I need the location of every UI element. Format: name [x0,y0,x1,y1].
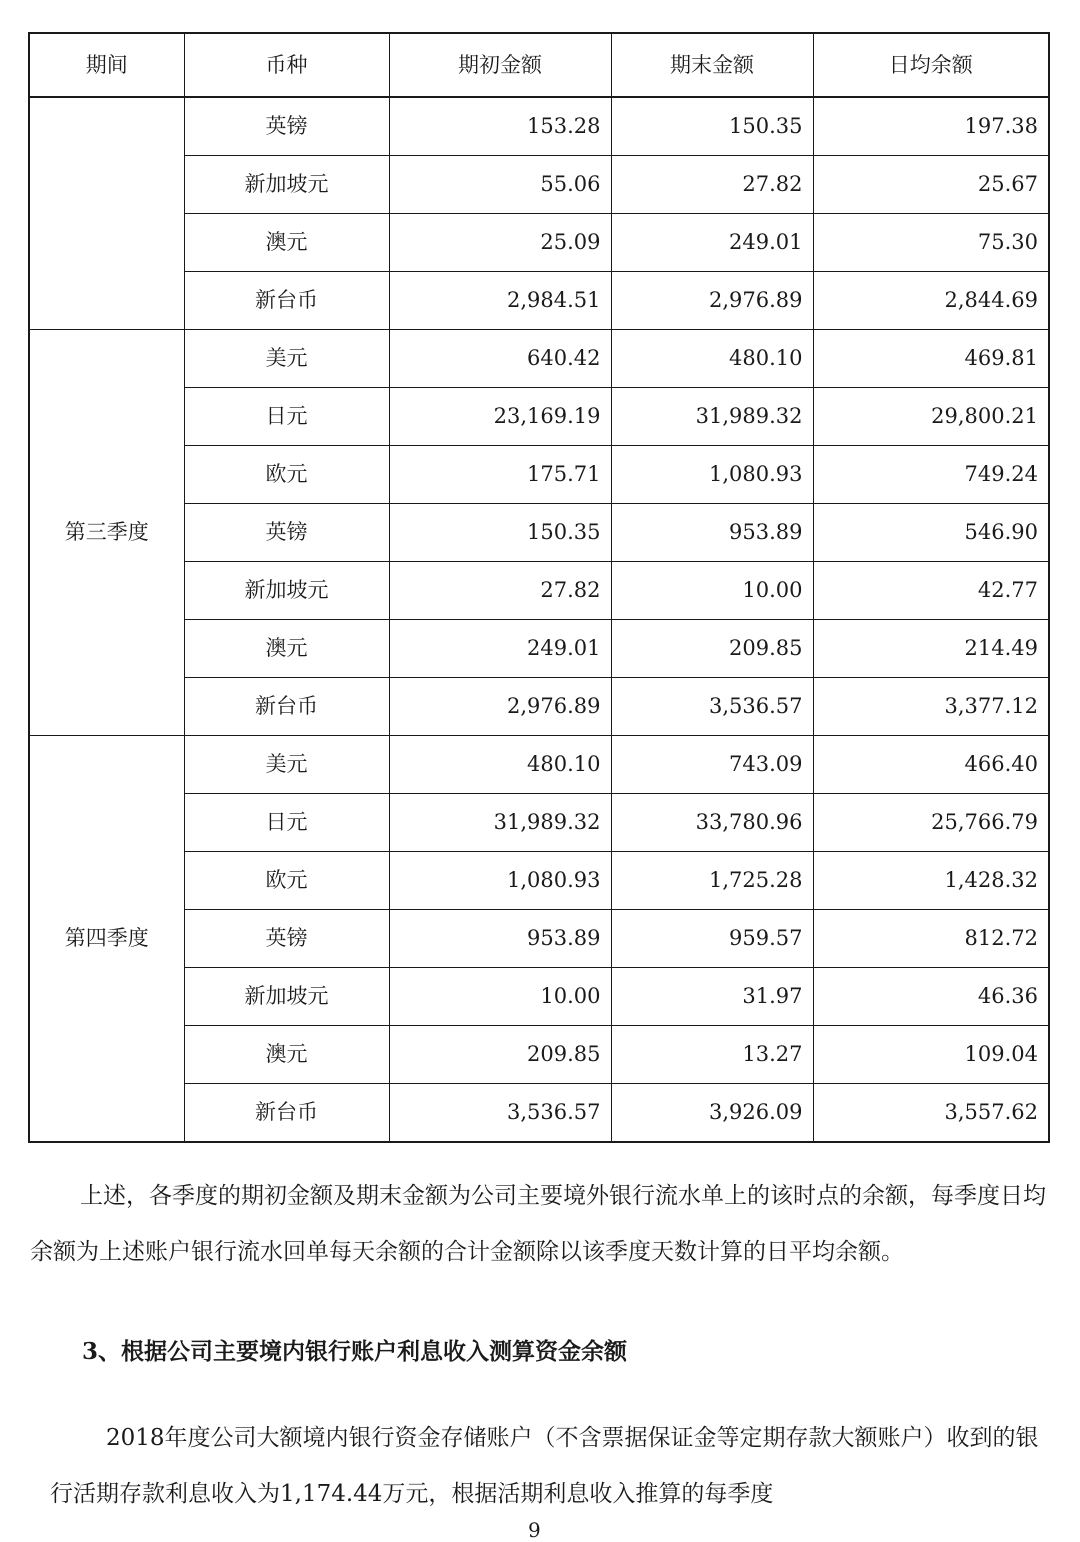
currency-cell: 新加坡元 [184,156,389,214]
currency-cell: 英镑 [184,97,389,156]
closing-amount-cell: 3,536.57 [611,678,813,736]
opening-amount-cell: 1,080.93 [389,852,611,910]
closing-amount-cell: 3,926.09 [611,1084,813,1143]
opening-amount-cell: 25.09 [389,214,611,272]
daily-average-cell: 75.30 [813,214,1049,272]
closing-amount-cell: 150.35 [611,97,813,156]
daily-average-cell: 109.04 [813,1026,1049,1084]
opening-amount-cell: 153.28 [389,97,611,156]
closing-amount-cell: 31,989.32 [611,388,813,446]
header-currency: 币种 [184,33,389,97]
currency-cell: 澳元 [184,1026,389,1084]
closing-amount-cell: 480.10 [611,330,813,388]
daily-average-cell: 42.77 [813,562,1049,620]
daily-average-cell: 466.40 [813,736,1049,794]
daily-average-cell: 3,557.62 [813,1084,1049,1143]
currency-cell: 美元 [184,330,389,388]
opening-amount-cell: 2,984.51 [389,272,611,330]
opening-amount-cell: 640.42 [389,330,611,388]
currency-cell: 新加坡元 [184,968,389,1026]
currency-cell: 新台币 [184,272,389,330]
currency-cell: 日元 [184,794,389,852]
daily-average-cell: 812.72 [813,910,1049,968]
currency-cell: 新加坡元 [184,562,389,620]
closing-amount-cell: 953.89 [611,504,813,562]
daily-average-cell: 197.38 [813,97,1049,156]
period-cell: 第三季度 [29,330,184,736]
closing-amount-cell: 10.00 [611,562,813,620]
closing-amount-cell: 33,780.96 [611,794,813,852]
opening-amount-cell: 3,536.57 [389,1084,611,1143]
opening-amount-cell: 953.89 [389,910,611,968]
table-row [29,736,1049,794]
table-header-row [29,33,1049,97]
closing-amount-cell: 1,725.28 [611,852,813,910]
table-row [29,330,1049,388]
opening-amount-cell: 480.10 [389,736,611,794]
currency-cell: 新台币 [184,678,389,736]
header-period: 期间 [29,33,184,97]
closing-amount-cell: 249.01 [611,214,813,272]
daily-average-cell: 25.67 [813,156,1049,214]
opening-amount-cell: 10.00 [389,968,611,1026]
closing-amount-cell: 31.97 [611,968,813,1026]
daily-average-cell: 29,800.21 [813,388,1049,446]
daily-average-cell: 3,377.12 [813,678,1049,736]
closing-amount-cell: 13.27 [611,1026,813,1084]
closing-amount-cell: 209.85 [611,620,813,678]
opening-amount-cell: 2,976.89 [389,678,611,736]
daily-average-cell: 2,844.69 [813,272,1049,330]
closing-amount-cell: 743.09 [611,736,813,794]
closing-amount-cell: 959.57 [611,910,813,968]
currency-cell: 英镑 [184,504,389,562]
table-body [29,97,1049,1142]
currency-cell: 美元 [184,736,389,794]
closing-amount-cell: 27.82 [611,156,813,214]
opening-amount-cell: 150.35 [389,504,611,562]
page-number: 9 [528,1518,541,1542]
currency-cell: 新台币 [184,1084,389,1143]
period-cell: 第四季度 [29,736,184,1143]
daily-average-cell: 749.24 [813,446,1049,504]
daily-average-cell: 1,428.32 [813,852,1049,910]
opening-amount-cell: 31,989.32 [389,794,611,852]
opening-amount-cell: 249.01 [389,620,611,678]
currency-cell: 英镑 [184,910,389,968]
daily-average-cell: 214.49 [813,620,1049,678]
daily-average-cell: 469.81 [813,330,1049,388]
table-row [29,97,1049,156]
table-note: 上述，各季度的期初金额及期末金额为公司主要境外银行流水单上的该时点的余额，每季度日均余额为上述账户银行流水回单每天余额的合计金额除以该季度天数计算的日平均余额。 [30,1183,1046,1265]
closing-amount-cell: 2,976.89 [611,272,813,330]
opening-amount-cell: 55.06 [389,156,611,214]
opening-amount-cell: 27.82 [389,562,611,620]
currency-cell: 欧元 [184,446,389,504]
daily-average-cell: 25,766.79 [813,794,1049,852]
opening-amount-cell: 209.85 [389,1026,611,1084]
closing-amount-cell: 1,080.93 [611,446,813,504]
balance-table [28,32,1050,1143]
opening-amount-cell: 175.71 [389,446,611,504]
header-opening-amount: 期初金额 [389,33,611,97]
period-cell [29,97,184,330]
opening-amount-cell: 23,169.19 [389,388,611,446]
currency-cell: 澳元 [184,620,389,678]
daily-average-cell: 546.90 [813,504,1049,562]
body-paragraph: 2018年度公司大额境内银行资金存储账户（不含票据保证金等定期存款大额账户）收到的银行活期存款利息收入为1,174.44万元，根据活期利息收入推算的每季度 [50,1425,1039,1507]
currency-cell: 澳元 [184,214,389,272]
currency-cell: 欧元 [184,852,389,910]
daily-average-cell: 46.36 [813,968,1049,1026]
currency-cell: 日元 [184,388,389,446]
header-daily-average: 日均余额 [813,33,1049,97]
header-closing-amount: 期末金额 [611,33,813,97]
section-heading: 3、根据公司主要境内银行账户利息收入测算资金余额 [82,1338,628,1365]
